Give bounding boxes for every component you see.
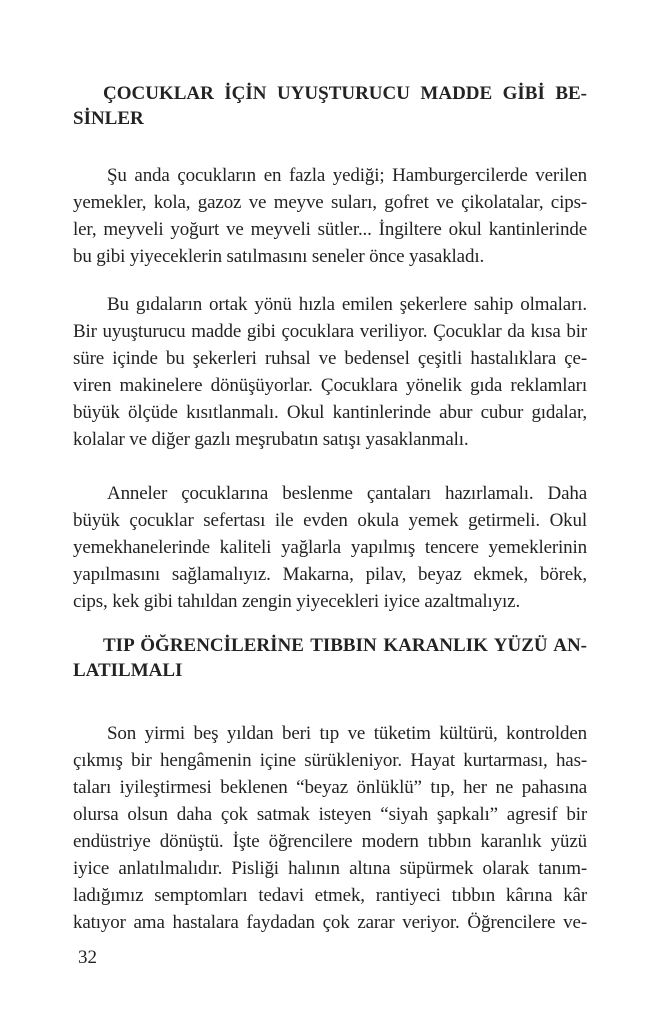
text-line: büyük çocuklar sefertası ile evden okula yemek getirmeli. Okul <box>73 510 587 531</box>
paragraph-current-foods <box>73 162 587 270</box>
text-line: kolalar ve diğer gazlı meşrubatın satışı yasaklanmalı. <box>73 429 469 450</box>
text-line: yemekhanelerinde kaliteli yağlarla yapılmış tencere yemeklerinin <box>73 537 587 558</box>
heading-line: SİNLER <box>73 108 144 129</box>
heading-line: ÇOCUKLAR İÇİN UYUŞTURUCU MADDE GİBİ BE- <box>103 83 587 104</box>
text-line: Bir uyuşturucu madde gibi çocuklara veriliyor. Çocuklar da kısa bir <box>73 321 587 342</box>
text-line: süre içinde bu şekerleri ruhsal ve bedensel çeşitli hastalıklara çe- <box>73 348 587 369</box>
section-heading-med-students <box>73 633 587 683</box>
text-line: viren makinelere dönüşüyorlar. Çocuklara yönelik gıda reklamları <box>73 375 587 396</box>
text-line: Anneler çocuklarına beslenme çantaları hazırlamalı. Daha <box>107 483 587 504</box>
text-line: taları iyileştirmesi beklenen “beyaz önlüklü” tıp, her ne pahasına <box>73 777 587 798</box>
text-line: cips, kek gibi tahıldan zengin yiyecekleri iyice azaltmalıyız. <box>73 591 521 612</box>
paragraph-mothers-lunchboxes <box>73 480 587 615</box>
text-line: Şu anda çocukların en fazla yediği; Hamburgercilerde verilen <box>107 165 587 186</box>
text-line: olursa olsun daha çok satmak isteyen “siyah şapkalı” agresif bir <box>73 804 587 825</box>
text-line: Bu gıdaların ortak yönü hızla emilen şekerlere sahip olmaları. <box>107 294 587 315</box>
text-line: ler, meyveli yoğurt ve meyveli sütler... İngiltere okul kantinlerinde <box>73 219 587 240</box>
text-line: Son yirmi beş yıldan beri tıp ve tüketim kültürü, kontrolden <box>107 723 587 744</box>
section-heading-children-food <box>73 81 587 131</box>
paragraph-sugars-like-drugs <box>73 291 587 453</box>
text-line: yemekler, kola, gazoz ve meyve suları, gofret ve çikolatalar, cips- <box>73 192 587 213</box>
text-line: katıyor ama hastalara faydadan çok zarar veriyor. Öğrencilere ve- <box>73 912 587 933</box>
text-line: endüstriye dönüştü. İşte öğrencilere modern tıbbın karanlık yüzü <box>73 831 587 852</box>
heading-line: LATILMALI <box>73 660 183 681</box>
text-line: iyice anlatılmalıdır. Pisliği halının altına süpürmek olarak tanım- <box>73 858 587 879</box>
text-line: bu gibi yiyeceklerin satılmasını seneler önce yasakladı. <box>73 246 485 267</box>
text-line: çıkmış bir hengâmenin içine sürükleniyor. Hayat kurtarması, has- <box>73 750 587 771</box>
text-line: yapılmasını sağlamalıyız. Makarna, pilav, beyaz ekmek, börek, <box>73 564 587 585</box>
text-line: büyük ölçüde kısıtlanmalı. Okul kantinlerinde abur cubur gıdalar, <box>73 402 587 423</box>
text-line: ladığımız semptomları tedavi etmek, rantiyeci tıbbın kârına kâr <box>73 885 587 906</box>
paragraph-medicine-industry <box>73 720 587 936</box>
page-number: 32 <box>78 947 97 968</box>
heading-line: TIP ÖĞRENCİLERİNE TIBBIN KARANLIK YÜZÜ AN- <box>103 635 587 656</box>
